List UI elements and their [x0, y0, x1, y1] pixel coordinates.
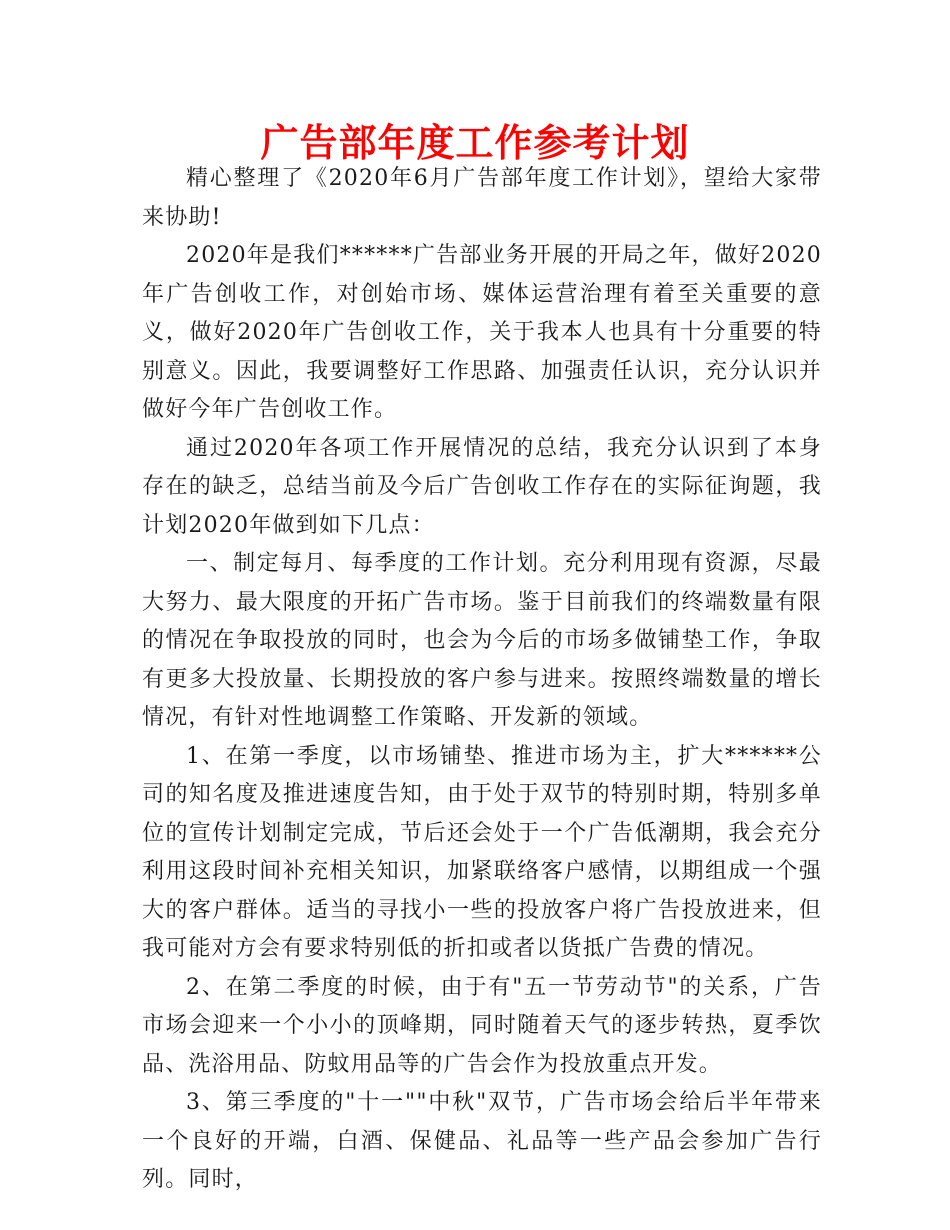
paragraph-2020-overview: 2020年是我们******广告部业务开展的开局之年，做好2020年广告创收工作，对创始市场、媒体运营治理有着至关重要的意义，做好2020年广告创收工作，关于我本人也具有十分重要的特别意义。因此，我要调整好工作思路、加强责任认识，充分认识并做好今年广告创收工作。 [142, 243, 822, 422]
document-title: 广告部年度工作参考计划 [260, 121, 690, 165]
paragraph-summary: 通过2020年各项工作开展情况的总结，我充分认识到了本身存在的缺乏，总结当前及今后广告创收工作存在的实际征询题，我计划2020年做到如下几点： [142, 435, 822, 538]
paragraph-intro: 精心整理了《2020年6月广告部年度工作计划》，望给大家带来协助! [142, 166, 822, 230]
paragraph-q3: 3、第三季度的"十一""中秋"双节，广告市场会给后半年带来一个良好的开端，白酒、保健品、礼品等一些产品会参加广告行列。同时， [142, 1090, 822, 1192]
document-body [142, 160, 822, 1200]
paragraph-q1: 1、在第一季度，以市场铺垫、推进市场为主，扩大******公司的知名度及推进速度告知，由于处于双节的特别时期，特别多单位的宣传计划制定完成，节后还会处于一个广告低潮期，我会充分利用这段时间补充相关知识，加紧联络客户感情，以期组成一个强大的客户群体。适当的寻找小一些的投放客户将广告投放进来，但我可能对方会有要求特别低的折扣或者以货抵广告费的情况。 [142, 743, 822, 961]
paragraph-plan-one: 一、制定每月、每季度的工作计划。充分利用现有资源，尽最大努力、最大限度的开拓广告市场。鉴于目前我们的终端数量有限的情况在争取投放的同时，也会为今后的市场多做铺垫工作，争取有更多大投放量、长期投放的客户参与进来。按照终端数量的增长情况，有针对性地调整工作策略、开发新的领域。 [142, 551, 822, 730]
paragraph-q2: 2、在第二季度的时候，由于有"五一节劳动节"的关系，广告市场会迎来一个小小的顶峰期，同时随着天气的逐步转热，夏季饮品、洗浴用品、防蚊用品等的广告会作为投放重点开发。 [142, 974, 822, 1077]
